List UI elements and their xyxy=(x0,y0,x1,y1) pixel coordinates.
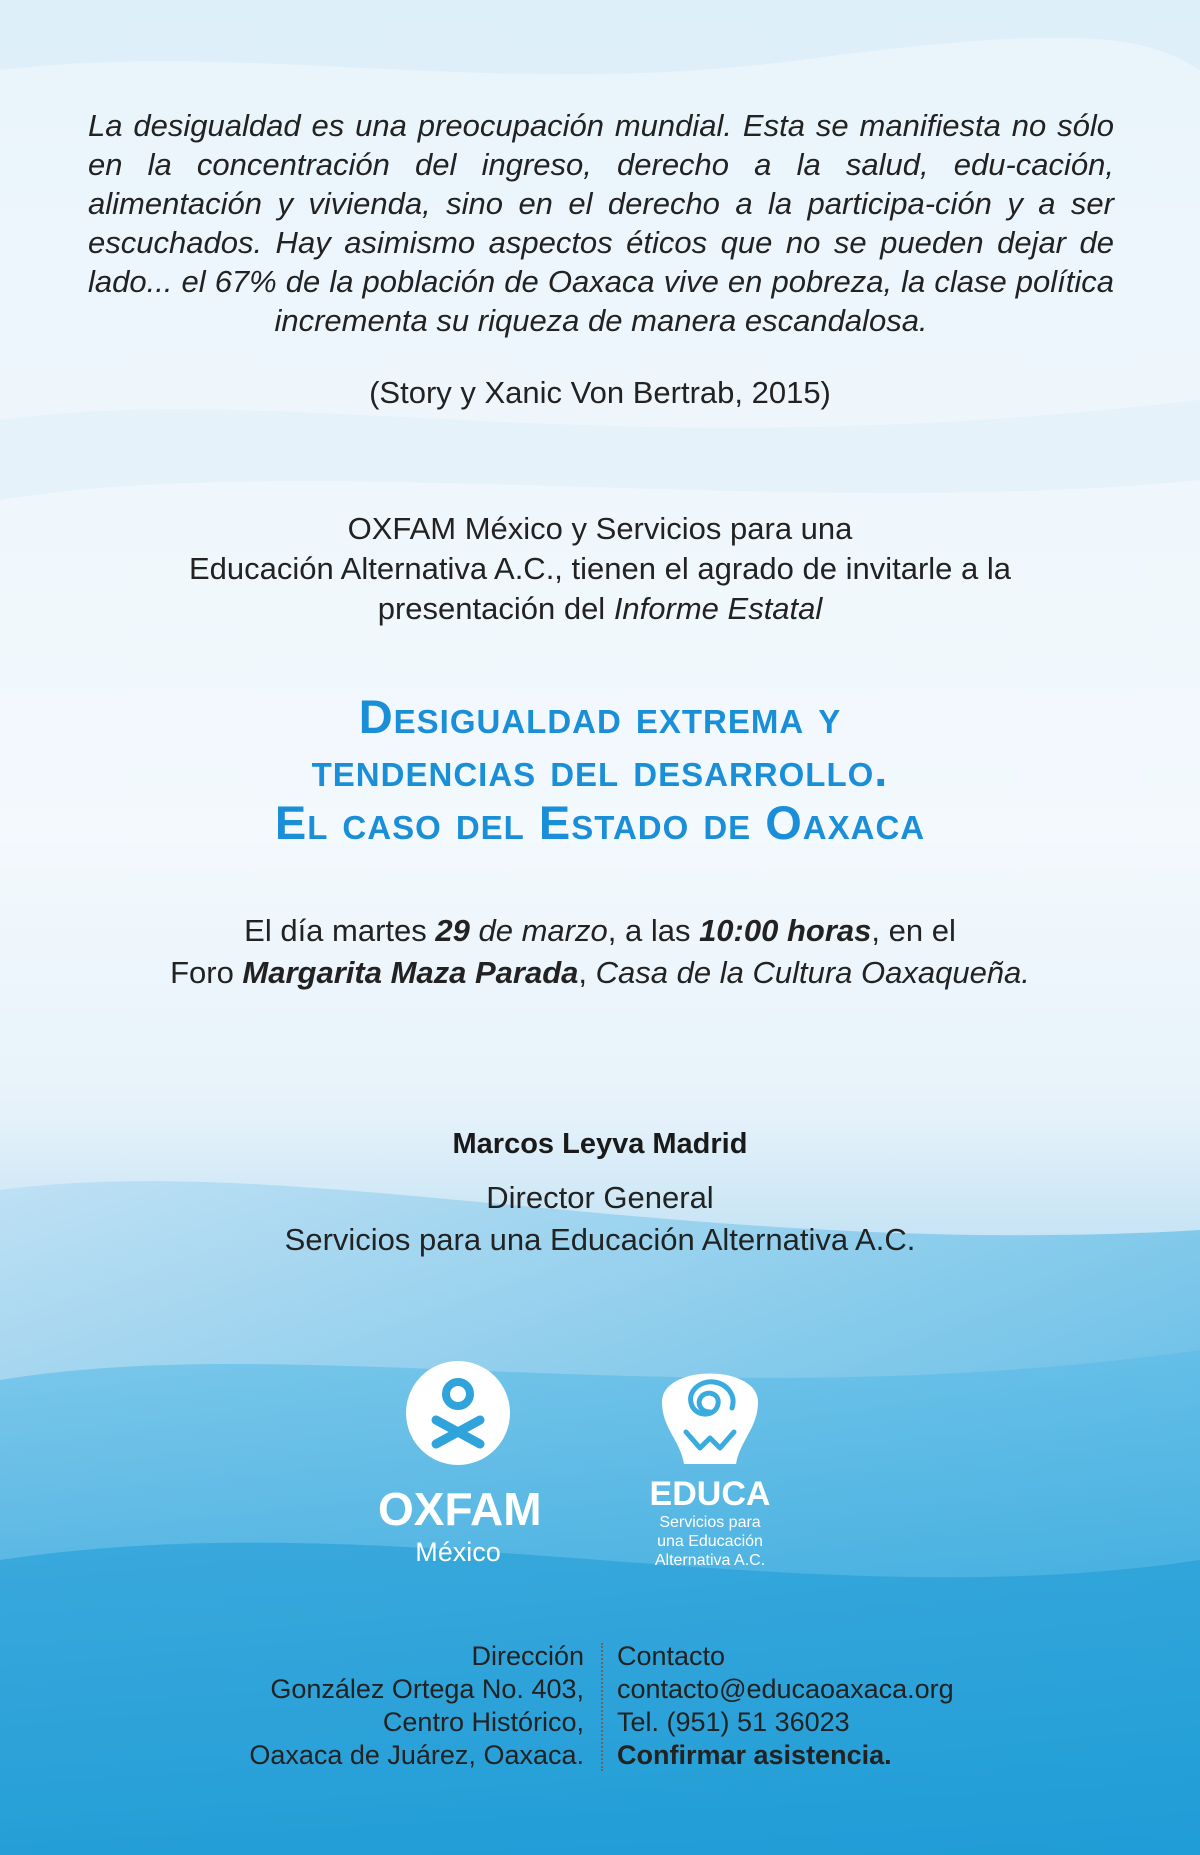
event-text: , xyxy=(578,955,596,990)
contact-divider xyxy=(601,1643,603,1771)
educa-tagline-1: Servicios para xyxy=(659,1514,761,1531)
title-line-1: Desigualdad extrema y xyxy=(358,690,842,743)
signatory-organization: Servicios para una Educación Alternativa A.C. xyxy=(284,1222,916,1257)
event-details xyxy=(0,910,1200,994)
educa-logo xyxy=(640,1350,780,1570)
contact-phone: Tel. (951) 51 36023 xyxy=(617,1707,850,1737)
report-title xyxy=(0,690,1200,849)
event-time: 10:00 horas xyxy=(699,913,872,948)
address-line-1: González Ortega No. 403, xyxy=(270,1674,584,1704)
event-day: 29 xyxy=(435,913,470,948)
contact-email-link[interactable]: contacto@educaoaxaca.org xyxy=(617,1674,954,1704)
event-place: Casa de la Cultura Oaxaqueña. xyxy=(595,955,1030,990)
educa-wordmark: EDUCA xyxy=(649,1475,771,1513)
title-line-3: El caso del Estado de Oaxaca xyxy=(274,796,926,849)
intro-line-2: Educación Alternativa A.C., tienen el agrado de invitarle a la xyxy=(188,551,1011,586)
educa-tagline-3: Alternativa A.C. xyxy=(654,1552,766,1569)
oxfam-logo xyxy=(378,1358,542,1569)
intro-line-3-text: presentación del xyxy=(377,591,614,626)
signatory-role xyxy=(0,1177,1200,1261)
oxfam-wordmark: OXFAM xyxy=(378,1483,542,1535)
quote-text: La desigualdad es una preocupación mundial. Esta se manifiesta no sólo en la concentración del ingreso, derecho a la salud, edu-cación, alimentación y vivienda, sino en el derecho a la participa-ción y a ser escuchados. Hay asimismo aspectos éticos que no se pueden dejar de lado... el 67% de la población de Oaxaca vive en pobreza, la clase política incrementa su riqueza de manera escandalosa. xyxy=(88,108,1114,338)
event-date-line xyxy=(0,910,1200,952)
signatory-title: Director General xyxy=(486,1180,714,1215)
event-text: , a las xyxy=(607,913,700,948)
oxfam-country: México xyxy=(415,1537,501,1567)
report-name: Informe Estatal xyxy=(613,591,823,626)
confirm-attendance-link[interactable]: Confirmar asistencia. xyxy=(617,1740,892,1770)
contact-block xyxy=(617,1640,954,1772)
address-heading: Dirección xyxy=(471,1641,584,1671)
event-venue: Margarita Maza Parada xyxy=(242,955,579,990)
invitation-intro xyxy=(0,509,1200,629)
event-venue-line xyxy=(0,952,1200,994)
title-line-2: tendencias del desarrollo. xyxy=(311,743,889,796)
address-line-2: Centro Histórico, xyxy=(382,1707,584,1737)
intro-line-3 xyxy=(0,589,1200,629)
oxfam-emblem-icon xyxy=(378,1358,538,1468)
quote-citation: (Story y Xanic Von Bertrab, 2015) xyxy=(369,375,831,410)
signatory-name: Marcos Leyva Madrid xyxy=(452,1128,748,1160)
address-block xyxy=(249,1640,584,1772)
event-text: , en el xyxy=(871,913,956,948)
event-month: de marzo xyxy=(469,913,608,948)
educa-emblem-icon xyxy=(640,1350,780,1470)
event-text: El día martes xyxy=(244,913,436,948)
contact-heading: Contacto xyxy=(617,1641,726,1671)
educa-tagline-2: una Educación xyxy=(657,1533,763,1550)
address-line-3: Oaxaca de Juárez, Oaxaca. xyxy=(249,1740,584,1770)
event-text: Foro xyxy=(170,955,243,990)
intro-line-1: OXFAM México y Servicios para una xyxy=(347,511,853,546)
